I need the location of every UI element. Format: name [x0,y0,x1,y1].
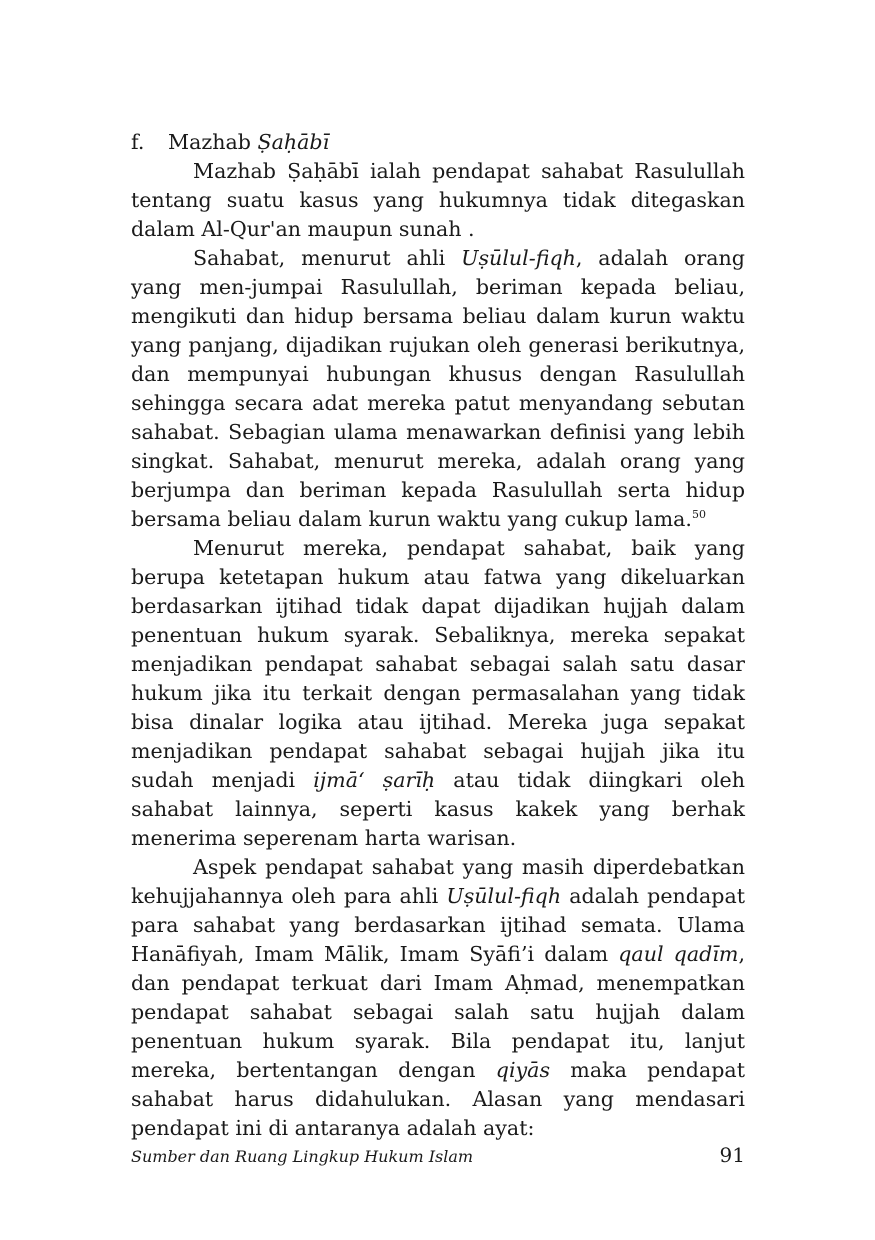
section-title-text: Mazhab [168,130,258,154]
section-label: f. [131,130,145,154]
section-title [168,128,329,157]
paragraph-sahabat [131,244,745,534]
term-usulul-fiqh: Uṣūlul-fiqh [461,246,576,270]
section-heading [131,128,745,157]
paragraph-menurut-text-b: atau tidak diingkari oleh sahabat lainnya, seperti kasus kakek yang berhak menerima seperenam harta warisan. [131,768,745,850]
footnote-marker[interactable]: 50 [691,508,706,522]
paragraph-aspek-text-a: Aspek pendapat sahabat yang masih diperdebatkan kehujjahannya oleh para ahli [131,855,745,908]
footer-book-title: Sumber dan Ruang Lingkup Hukum Islam [131,1147,474,1166]
term-usulul-fiqh-2: Uṣūlul-fiqh [446,884,562,908]
page-footer [131,1143,745,1167]
paragraph-menurut-text-a: Menurut mereka, pendapat sahabat, baik yang berupa ketetapan hukum atau fatwa yang dikeluarkan berdasarkan ijtihad tidak dapat dijadikan hujjah dalam penentuan hukum syarak. Sebaliknya, mereka sepakat menjadikan pendapat sahabat sebagai salah satu dasar hukum jika itu terkait dengan permasalahan yang tidak bisa dinalar logika atau ijtihad. Mereka juga sepakat menjadikan pendapat sahabat sebagai hujjah jika itu sudah menjadi [131,536,745,792]
paragraph-sahabat-text-a: Sahabat, menurut ahli [193,246,462,270]
paragraph-definition: Mazhab Ṣaḥābī ialah pendapat sahabat Rasulullah tentang suatu kasus yang hukumnya tidak ditegaskan dalam Al-Qur'an maupun sunah . [131,159,745,241]
paragraph-aspek [131,853,745,1143]
section-title-term: Ṣaḥābī [257,130,330,154]
paragraph-sahabat-text-b: , adalah orang yang men-jumpai Rasulullah, beriman kepada beliau, mengikuti dan hidup bersama beliau dalam kurun waktu yang panjang, dijadikan rujukan oleh generasi berikutnya, dan mempunyai hubungan khusus dengan Rasulullah sehingga secara adat mereka patut menyandang sebutan sahabat. Sebagian ulama menawarkan definisi yang lebih singkat. Sahabat, menurut mereka, adalah orang yang berjumpa dan beriman kepada Rasulullah serta hidup bersama beliau dalam kurun waktu yang cukup lama. [131,246,745,531]
page-number: 91 [719,1143,745,1167]
term-ijma-sarih: ijmā‘ ṣarīḥ [313,768,436,792]
term-qaul-qadim: qaul qadīm [618,942,739,966]
term-qiyas: qiyās [495,1058,551,1082]
paragraph-aspek-text-b: adalah pendapat para sahabat yang berdasarkan ijtihad semata. Ulama Hanāfiyah, Imam Mālik, Imam Syāfi’i dalam [131,884,745,966]
paragraph-aspek-text-c: , dan pendapat terkuat dari Imam Aḥmad, menempatkan pendapat sahabat sebagai salah satu hujjah dalam penentuan hukum syarak. Bila pendapat itu, lanjut mereka, bertentangan dengan [131,942,745,1082]
paragraph-menurut [131,534,745,853]
paragraph-aspek-text-d: maka pendapat sahabat harus didahulukan. Alasan yang mendasari pendapat ini di antaranya adalah ayat: [131,1058,745,1140]
page-body [131,128,745,1143]
